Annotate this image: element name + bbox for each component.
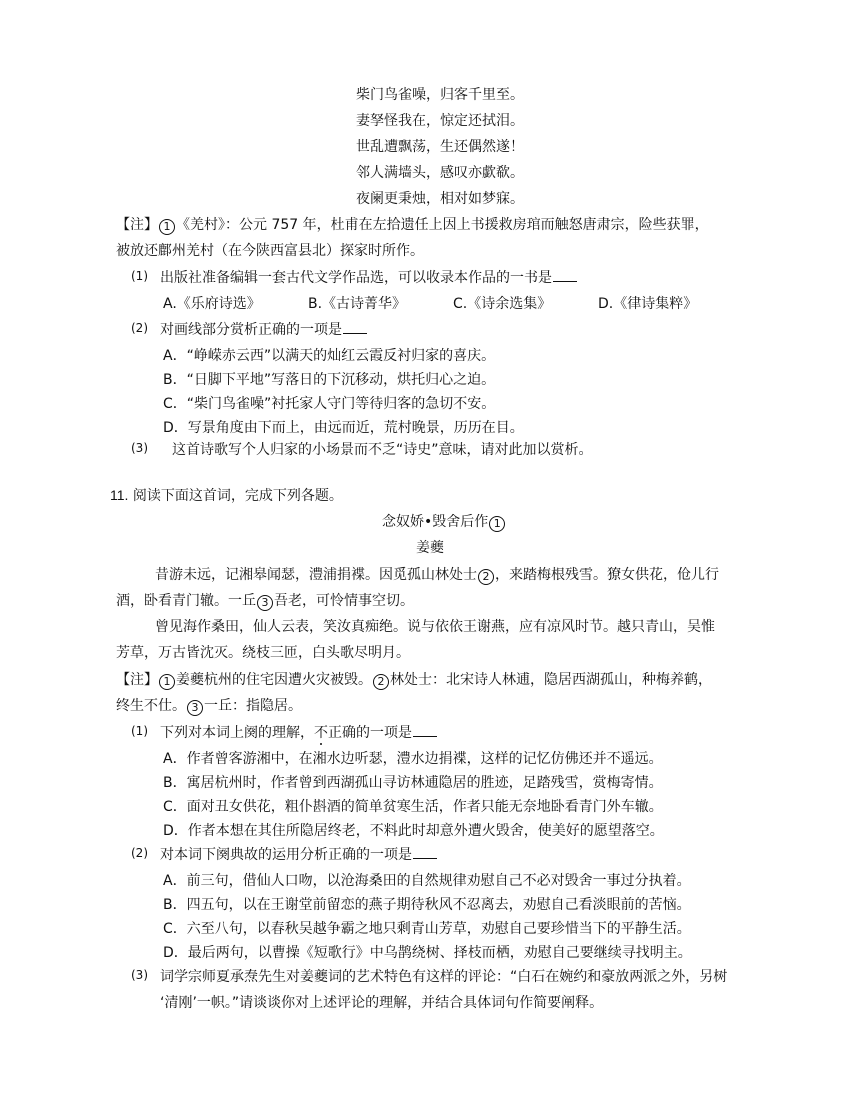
- note-marker: 2: [373, 674, 389, 690]
- poem-note-line2: 被放还鄜州羌村（在今陕西富县北）探家时所作。: [116, 243, 424, 259]
- question-number: (3): [131, 968, 148, 982]
- note-prefix: 【注】: [116, 217, 158, 233]
- option-b: B.《古诗菁华》: [308, 296, 407, 312]
- ci-title: [382, 511, 506, 532]
- note-text: 《羌村》：公元 757 年，杜甫在左拾遗任上因上书援救房琯而触怒唐肃宗，险些获罪，: [176, 217, 709, 233]
- note-text: 终生不仕。: [116, 698, 186, 714]
- option-a: A．前三句，借仙人口吻，以沧海桑田的自然规律劝慰自己不必对毁舍一事过分执着。: [163, 873, 691, 889]
- ci-marker: 3: [257, 595, 273, 611]
- ci-note-line2: [116, 695, 302, 716]
- option-c: C．六至八句，以春秋吴越争霸之地只剩青山芳草，劝慰自己要珍惜当下的平静生活。: [163, 921, 691, 937]
- poem-line: 柴门鸟雀噪，归客千里至。: [356, 87, 524, 103]
- poem-line: 夜阑更秉烛，相对如梦寐。: [356, 191, 524, 207]
- question-stem: 对本词下阕典故的运用分析正确的一项是: [160, 847, 412, 863]
- option-b: B．“日脚下平地”写落日的下沉移动，烘托归心之迫。: [163, 372, 496, 388]
- question-number: (3): [131, 441, 148, 455]
- ci-text: 吾老，可怜情事空切。: [274, 593, 414, 609]
- ci-text: 酒，卧看青门辙。一丘: [116, 593, 256, 609]
- note-marker: 1: [159, 219, 175, 235]
- question-text: [160, 267, 577, 287]
- emphasis-dot-text: 不: [314, 725, 328, 741]
- option-d: D．最后两句，以曹操《短歌行》中乌鹊绕树、择枝而栖，劝慰自己要继续寻找明主。: [163, 945, 692, 961]
- question-stem: 出版社准备编辑一套古代文学作品选，可以收录本作品的一书是: [160, 270, 552, 286]
- answer-blank[interactable]: [413, 844, 437, 859]
- question-stem: 对画线部分赏析正确的一项是: [160, 322, 342, 338]
- poem-line: 妻孥怪我在，惊定还拭泪。: [356, 113, 524, 129]
- question-text: [160, 844, 437, 864]
- question-intro: 阅读下面这首词，完成下列各题。: [132, 488, 343, 504]
- question-text: [160, 722, 437, 742]
- question-text-line2: ‘清刚’一帜。”请谈谈你对上述评论的理解，并结合具体词句作简要阐释。: [160, 995, 604, 1011]
- question-number: (1): [131, 269, 148, 283]
- ci-para1-line2: [116, 590, 414, 611]
- ci-para1-line1: [155, 564, 719, 585]
- ci-para2-line2: 芳草，万古皆沈灭。绕枝三匝，白头歌尽明月。: [116, 645, 410, 661]
- note-marker: 3: [187, 700, 203, 716]
- ci-text: ，来踏梅根残雪。獠女供花，伧儿行: [495, 567, 719, 583]
- option-d: D．写景角度由下而上，由远而近，荒村晚景，历历在目。: [163, 420, 524, 436]
- option-d: D．作者本想在其住所隐居终老，不料此时却意外遭火毁舍，使美好的愿望落空。: [163, 823, 664, 839]
- option-b: B．寓居杭州时，作者曾到西湖孤山寻访林逋隐居的胜迹，足踏残雪，赏梅寄情。: [163, 775, 663, 791]
- ci-marker: 2: [478, 569, 494, 585]
- question-11-intro: [110, 485, 343, 505]
- question-text: [160, 319, 367, 339]
- question-number: 11.: [110, 487, 129, 503]
- option-c: C．“柴门鸟雀噪”衬托家人守门等待归客的急切不安。: [163, 396, 496, 412]
- question-number: (2): [131, 321, 148, 335]
- note-text: 姜夔杭州的住宅因遭火灾被毁。: [176, 672, 372, 688]
- option-c: C.《诗余选集》: [453, 296, 552, 312]
- ci-note-line1: [116, 669, 712, 690]
- poem-line: 世乱遭飘荡，生还偶然遂！: [356, 139, 524, 155]
- title-marker: 1: [489, 516, 505, 532]
- question-text: 这首诗歌写个人归家的小场景而不乏“诗史”意味，请对此加以赏析。: [172, 442, 593, 458]
- note-marker: 1: [159, 674, 175, 690]
- question-number: (2): [131, 846, 148, 860]
- option-a: A．作者曾客游湘中，在湘水边听瑟，澧水边捐褋，这样的记忆仿佛还并不遥远。: [163, 751, 663, 767]
- option-a: A.《乐府诗选》: [163, 296, 261, 312]
- poem-line: 邻人满墙头，感叹亦歔欷。: [356, 165, 524, 181]
- note-text: 一丘：指隐居。: [204, 698, 302, 714]
- poem-note-line1: [116, 214, 709, 235]
- question-stem: 正确的一项是: [328, 725, 412, 741]
- note-text: 林处士：北宋诗人林逋，隐居西湖孤山，种梅养鹤，: [390, 672, 712, 688]
- question-number: (1): [131, 724, 148, 738]
- ci-title-text: 念奴娇•毁舍后作: [382, 514, 489, 530]
- note-prefix: 【注】: [116, 672, 158, 688]
- ci-para2-line1: 曾见海作桑田，仙人云表，笑汝真痴绝。说与依依王谢燕，应有凉风时节。越只青山，吴惟: [155, 619, 715, 635]
- ci-author: 姜夔: [416, 540, 444, 556]
- answer-blank[interactable]: [343, 319, 367, 334]
- option-d: D.《律诗集粹》: [598, 296, 698, 312]
- question-stem: 下列对本词上阕的理解，: [160, 725, 314, 741]
- option-b: B．四五句，以在王谢堂前留恋的燕子期待秋风不忍离去，劝慰自己看淡眼前的苦恼。: [163, 897, 691, 913]
- answer-blank[interactable]: [553, 267, 577, 282]
- answer-blank[interactable]: [413, 722, 437, 737]
- option-a: A．“峥嵘赤云西”以满天的灿红云霞反衬归家的喜庆。: [163, 348, 496, 364]
- option-c: C．面对丑女供花，粗仆斟酒的简单贫寒生活，作者只能无奈地卧看青门外车辙。: [163, 799, 663, 815]
- question-text-line1: 词学宗师夏承焘先生对姜夔词的艺术特色有这样的评论：“白石在婉约和豪放两派之外，另树: [160, 969, 728, 985]
- ci-text: 昔游未远，记湘皋闻瑟，澧浦捐褋。因觅孤山林处士: [155, 567, 477, 583]
